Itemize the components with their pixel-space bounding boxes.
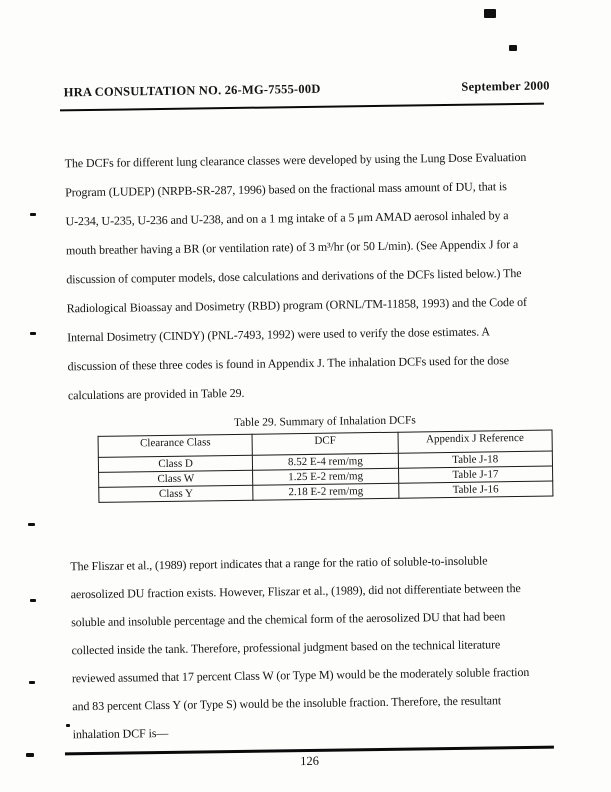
inhalation-dcf-table	[98, 430, 554, 503]
table-cell-appendix-reference: Table J-17	[398, 466, 553, 483]
text-line: soluble and insoluble percentage and the chemical form of the aerosolized DU that had been	[71, 609, 506, 630]
table-cell-dcf: 1.25 E-2 rem/mg	[253, 468, 398, 485]
column-header-dcf: DCF	[252, 432, 398, 455]
table-cell-dcf: 8.52 E-4 rem/mg	[253, 453, 398, 470]
text-line: and 83 percent Class Y (or Type S) would be the insoluble fraction. Therefore, the resultant	[72, 693, 502, 714]
paragraph-2	[70, 546, 530, 748]
table-cell-dcf: 2.18 E-2 rem/mg	[253, 483, 398, 500]
text-line: U-234, U-235, U-236 and U-238, and on a 1 mg intake of a 5 μm AMAD aerosol inhaled by a	[65, 208, 509, 229]
text-line: discussion of computer models, dose calculations and derivations of the DCFs listed below.) The	[66, 265, 522, 287]
text-line: Radiological Bioassay and Dosimetry (RBD) program (ORNL/TM-11858, 1993) and the Code of	[66, 294, 527, 316]
table-cell-clearance-class: Class Y	[99, 485, 254, 502]
table-cell-appendix-reference: Table J-16	[398, 481, 553, 498]
column-header-appendix-j-reference: Appendix J Reference	[398, 430, 553, 453]
text-line: The DCFs for different lung clearance classes were developed by using the Lung Dose Evaluation	[64, 149, 527, 171]
text-line: reviewed assumed that 17 percent Class W (or Type M) would be the moderately soluble fraction	[71, 664, 530, 686]
paragraph-1	[65, 143, 530, 410]
text-line: Internal Dosimetry (CINDY) (PNL-7493, 1992) were used to verify the dose estimates. A	[67, 324, 490, 345]
table-cell-appendix-reference: Table J-18	[398, 451, 553, 468]
table-cell-clearance-class: Class D	[98, 455, 253, 472]
page-header	[64, 79, 550, 101]
table-cell-clearance-class: Class W	[99, 470, 254, 487]
page-number: 126	[300, 753, 320, 769]
text-line: The Fliszar et al., (1989) report indicates that a range for the ratio of soluble-to-insoluble	[70, 553, 488, 574]
text-line: calculations are provided in Table 29.	[67, 385, 245, 403]
text-line: inhalation DCF is—	[72, 725, 169, 742]
header-rule	[60, 103, 544, 112]
text-line: mouth breather having a BR (or ventilation rate) of 3 m³/hr (or 50 L/min). (See Appendix J for a	[65, 237, 519, 258]
doc-number: HRA CONSULTATION NO. 26-MG-7555-00D	[63, 81, 321, 100]
header-date: September 2000	[461, 78, 550, 94]
column-header-clearance-class: Clearance Class	[98, 434, 253, 457]
text-line: collected inside the tank. Therefore, professional judgment based on the technical literature	[71, 637, 501, 658]
text-line: discussion of these three codes is found in Appendix J. The inhalation DCFs used for the dose	[67, 353, 510, 374]
table-caption: Table 29. Summary of Inhalation DCFs	[233, 414, 416, 430]
text-line: Program (LUDEP) (NRPB-SR-287, 1996) based on the fractional mass amount of DU, that is	[65, 179, 507, 200]
text-line: aerosolized DU fraction exists. However, Fliszar et al., (1989), did not differentiate between the	[70, 581, 521, 602]
